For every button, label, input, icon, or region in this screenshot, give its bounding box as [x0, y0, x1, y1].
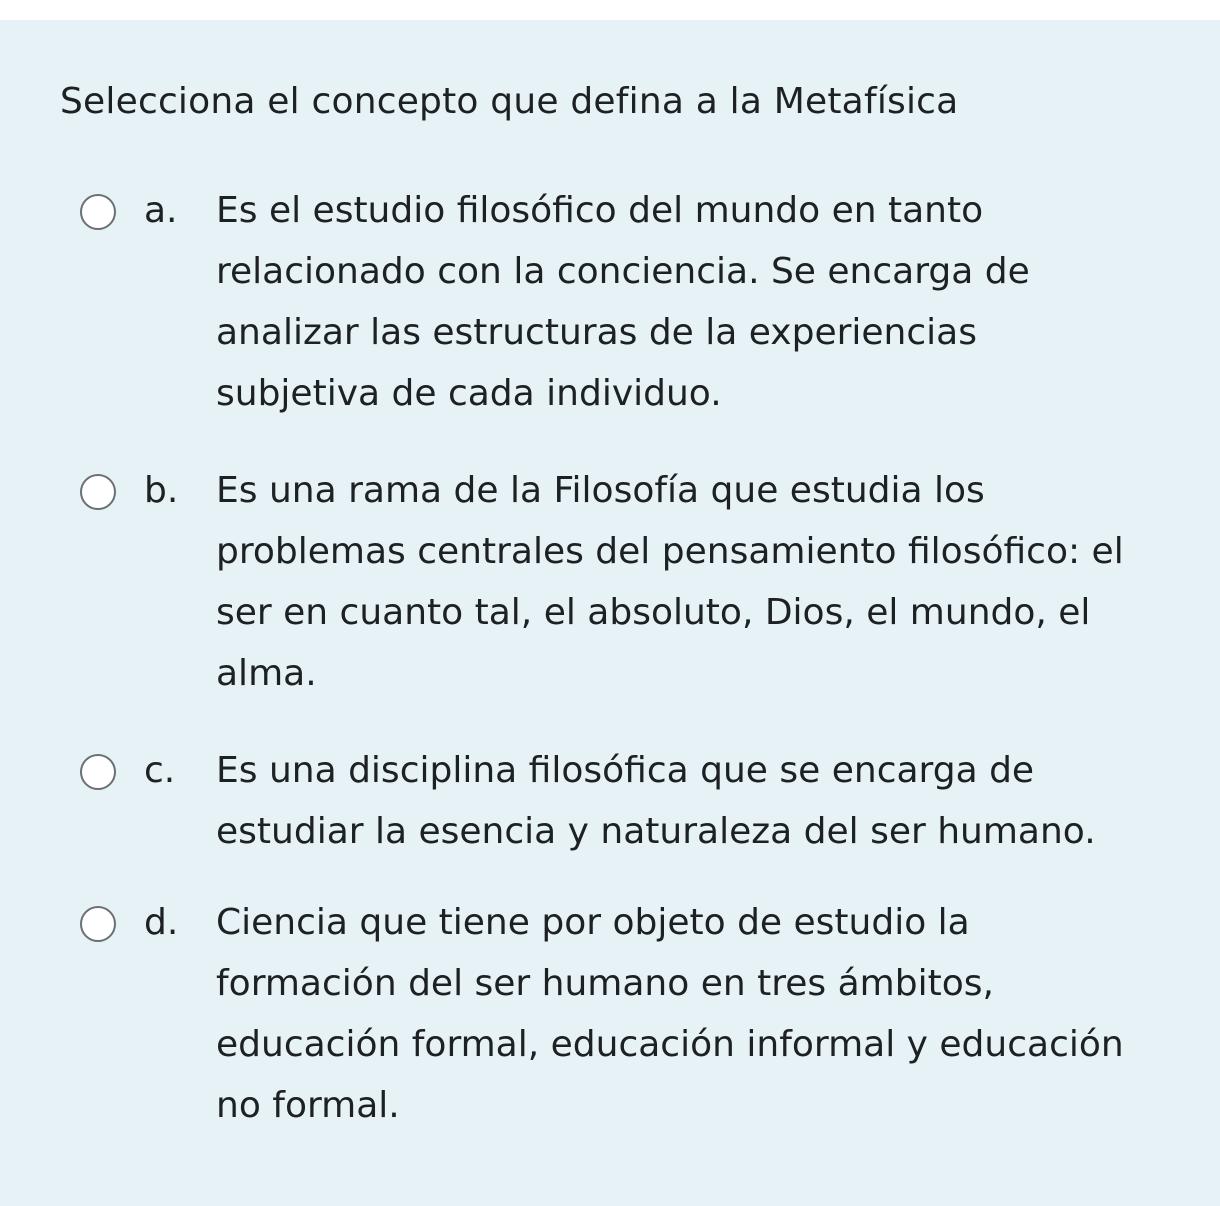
option-letter: a.: [144, 190, 178, 231]
option-letter: c.: [144, 750, 176, 791]
answer-option-c[interactable]: [0, 740, 1220, 880]
option-text: Ciencia que tiene por objeto de estudio la formación del ser humano en tres ámbitos, educación formal, educación informal y educación no formal.: [216, 902, 1124, 1126]
option-text: Es una disciplina filosófica que se encarga de estudiar la esencia y naturaleza del ser humano.: [216, 750, 1096, 852]
option-text: Es una rama de la Filosofía que estudia los problemas centrales del pensamiento filosófico: el ser en cuanto tal, el absoluto, Dios, el mundo, el alma.: [216, 470, 1124, 694]
question-card: [0, 20, 1220, 1206]
page-top-strip: [0, 0, 1220, 20]
answer-option-a[interactable]: [0, 180, 1220, 440]
answer-option-b[interactable]: [0, 460, 1220, 720]
option-text: Es el estudio filosófico del mundo en tanto relacionado con la conciencia. Se encarga de analizar las estructuras de la experiencias subjetiva de cada individuo.: [216, 190, 1030, 414]
answer-option-d[interactable]: [0, 892, 1220, 1152]
option-letter: b.: [144, 470, 179, 511]
radio-button-icon[interactable]: [80, 474, 116, 510]
radio-button-icon[interactable]: [80, 754, 116, 790]
radio-button-icon[interactable]: [80, 194, 116, 230]
question-prompt: Selecciona el concepto que defina a la Metafísica: [60, 81, 959, 122]
radio-button-icon[interactable]: [80, 906, 116, 942]
option-letter: d.: [144, 902, 179, 943]
